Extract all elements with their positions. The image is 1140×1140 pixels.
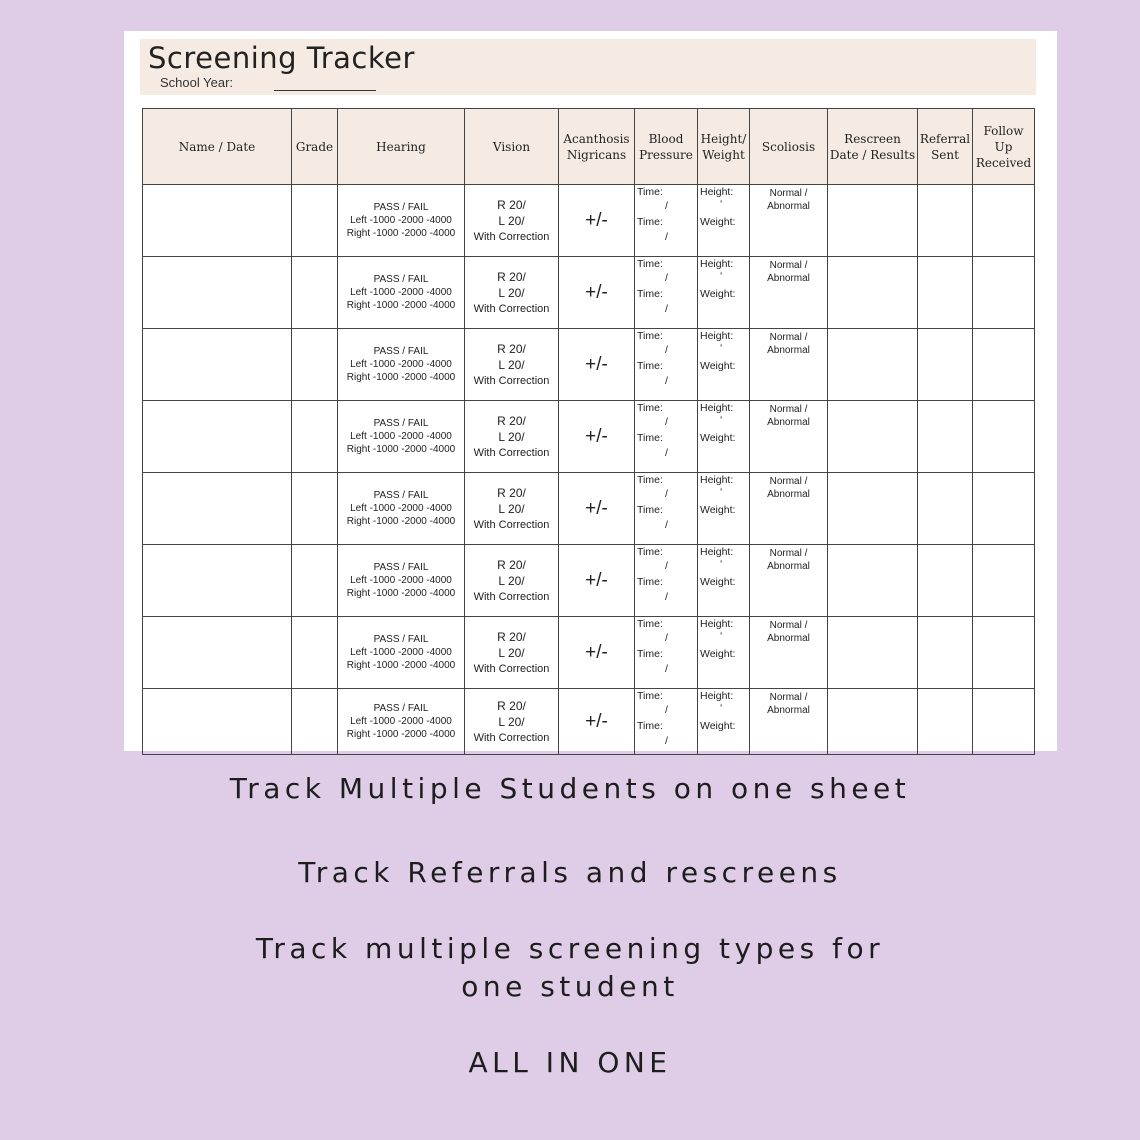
vision-right: R 20/ <box>497 485 526 500</box>
vision-correction: With Correction <box>473 518 550 531</box>
bp-slash: / <box>665 272 668 284</box>
hearing-pass-fail: PASS / FAIL <box>373 202 429 213</box>
weight-label: Weight: <box>700 504 736 516</box>
bp-slash: / <box>665 560 668 572</box>
referral-cell[interactable] <box>918 545 973 617</box>
vision-correction: With Correction <box>473 662 550 675</box>
grade-cell[interactable] <box>292 689 338 755</box>
referral-cell[interactable] <box>918 401 973 473</box>
height-mark: ‘ <box>720 558 723 570</box>
table-row <box>143 545 1035 617</box>
grade-cell[interactable] <box>292 329 338 401</box>
vision-cell <box>465 329 559 401</box>
bp-time-label: Time: <box>637 186 663 198</box>
referral-cell[interactable] <box>918 689 973 755</box>
table-row <box>143 617 1035 689</box>
scoliosis-abnormal: Abnormal <box>767 273 810 284</box>
acanthosis-cell: +/- <box>559 329 635 401</box>
scoliosis-cell <box>750 617 828 689</box>
name-date-cell[interactable] <box>143 617 292 689</box>
height-label: Height: <box>700 474 734 486</box>
header-scoliosis: Scoliosis <box>750 109 828 185</box>
vision-correction: With Correction <box>473 446 550 459</box>
follow-up-cell[interactable] <box>973 257 1035 329</box>
referral-cell[interactable] <box>918 185 973 257</box>
hearing-left: Left -1000 -2000 -4000 <box>350 359 452 370</box>
vision-right: R 20/ <box>497 698 526 713</box>
vision-left: L 20/ <box>498 645 525 660</box>
scoliosis-abnormal: Abnormal <box>767 345 810 356</box>
bp-time-label: Time: <box>637 402 663 414</box>
height-weight-cell <box>698 329 750 401</box>
bp-slash: / <box>665 416 668 428</box>
hearing-cell <box>338 257 465 329</box>
follow-up-cell[interactable] <box>973 401 1035 473</box>
weight-label: Weight: <box>700 648 736 660</box>
tagline-multiple-students: Track Multiple Students on one sheet <box>229 772 911 805</box>
vision-right: R 20/ <box>497 557 526 572</box>
height-label: Height: <box>700 402 734 414</box>
bp-slash: / <box>665 488 668 500</box>
hearing-pass-fail: PASS / FAIL <box>373 346 429 357</box>
follow-up-cell[interactable] <box>973 329 1035 401</box>
vision-left: L 20/ <box>498 429 525 444</box>
rescreen-cell[interactable] <box>828 545 918 617</box>
rescreen-cell[interactable] <box>828 257 918 329</box>
screening-table <box>142 108 1035 755</box>
height-weight-cell <box>698 473 750 545</box>
scoliosis-cell <box>750 473 828 545</box>
bp-slash: / <box>665 632 668 644</box>
height-mark: ‘ <box>720 198 723 210</box>
header-blood-pressure: Blood Pressure <box>635 109 698 185</box>
scoliosis-normal: Normal / <box>769 260 808 271</box>
rescreen-cell[interactable] <box>828 689 918 755</box>
header-height-weight: Height/ Weight <box>698 109 750 185</box>
weight-label: Weight: <box>700 432 736 444</box>
blood-pressure-cell <box>635 329 698 401</box>
height-label: Height: <box>700 690 734 702</box>
table-row <box>143 257 1035 329</box>
scoliosis-cell <box>750 185 828 257</box>
vision-cell <box>465 689 559 755</box>
weight-label: Weight: <box>700 576 736 588</box>
height-mark: ‘ <box>720 270 723 282</box>
name-date-cell[interactable] <box>143 473 292 545</box>
scoliosis-cell <box>750 545 828 617</box>
height-weight-cell <box>698 185 750 257</box>
rescreen-cell[interactable] <box>828 401 918 473</box>
bp-time-label: Time: <box>637 648 663 660</box>
bp-time-label: Time: <box>637 576 663 588</box>
blood-pressure-cell <box>635 617 698 689</box>
bp-slash: / <box>665 200 668 212</box>
hearing-cell <box>338 473 465 545</box>
scoliosis-abnormal: Abnormal <box>767 417 810 428</box>
title-bar <box>140 39 1036 95</box>
hearing-pass-fail: PASS / FAIL <box>373 490 429 501</box>
bp-time-label: Time: <box>637 432 663 444</box>
vision-correction: With Correction <box>473 374 550 387</box>
hearing-right: Right -1000 -2000 -4000 <box>346 372 456 383</box>
table-row <box>143 401 1035 473</box>
scoliosis-abnormal: Abnormal <box>767 705 810 716</box>
header-rescreen: Rescreen Date / Results <box>828 109 918 185</box>
follow-up-cell[interactable] <box>973 545 1035 617</box>
bp-time-label: Time: <box>637 258 663 270</box>
header-name-date: Name / Date <box>143 109 292 185</box>
scoliosis-abnormal: Abnormal <box>767 201 810 212</box>
hearing-cell <box>338 401 465 473</box>
vision-right: R 20/ <box>497 269 526 284</box>
table-row <box>143 185 1035 257</box>
acanthosis-cell: +/- <box>559 689 635 755</box>
hearing-right: Right -1000 -2000 -4000 <box>346 516 456 527</box>
school-year-label: School Year: <box>160 75 234 90</box>
height-weight-cell <box>698 257 750 329</box>
follow-up-cell[interactable] <box>973 185 1035 257</box>
follow-up-cell[interactable] <box>973 689 1035 755</box>
scoliosis-cell <box>750 689 828 755</box>
tagline-screening-types: Track multiple screening types for <box>255 932 885 965</box>
grade-cell[interactable] <box>292 257 338 329</box>
hearing-left: Left -1000 -2000 -4000 <box>350 431 452 442</box>
bp-time-label: Time: <box>637 288 663 300</box>
screening-tracker-sheet <box>124 31 1057 751</box>
vision-correction: With Correction <box>473 302 550 315</box>
vision-left: L 20/ <box>498 213 525 228</box>
name-date-cell[interactable] <box>143 329 292 401</box>
hearing-left: Left -1000 -2000 -4000 <box>350 647 452 658</box>
tagline-all-in-one: ALL IN ONE <box>468 1046 672 1079</box>
hearing-pass-fail: PASS / FAIL <box>373 274 429 285</box>
blood-pressure-cell <box>635 545 698 617</box>
grade-cell[interactable] <box>292 473 338 545</box>
header-referral: Referral Sent <box>918 109 973 185</box>
height-mark: ‘ <box>720 414 723 426</box>
hearing-cell <box>338 617 465 689</box>
grade-cell[interactable] <box>292 401 338 473</box>
height-weight-cell <box>698 545 750 617</box>
hearing-right: Right -1000 -2000 -4000 <box>346 729 456 740</box>
vision-right: R 20/ <box>497 197 526 212</box>
name-date-cell[interactable] <box>143 689 292 755</box>
acanthosis-cell: +/- <box>559 617 635 689</box>
vision-cell <box>465 401 559 473</box>
height-mark: ‘ <box>720 702 723 714</box>
weight-label: Weight: <box>700 216 736 228</box>
hearing-right: Right -1000 -2000 -4000 <box>346 300 456 311</box>
bp-time-label: Time: <box>637 216 663 228</box>
bp-slash: / <box>665 663 668 675</box>
weight-label: Weight: <box>700 288 736 300</box>
follow-up-cell[interactable] <box>973 473 1035 545</box>
height-label: Height: <box>700 546 734 558</box>
hearing-right: Right -1000 -2000 -4000 <box>346 660 456 671</box>
referral-cell[interactable] <box>918 257 973 329</box>
hearing-right: Right -1000 -2000 -4000 <box>346 444 456 455</box>
grade-cell[interactable] <box>292 185 338 257</box>
vision-correction: With Correction <box>473 731 550 744</box>
sheet-title: Screening Tracker <box>148 41 415 75</box>
blood-pressure-cell <box>635 473 698 545</box>
blood-pressure-cell <box>635 257 698 329</box>
referral-cell[interactable] <box>918 473 973 545</box>
scoliosis-cell <box>750 401 828 473</box>
height-mark: ‘ <box>720 486 723 498</box>
bp-time-label: Time: <box>637 504 663 516</box>
name-date-cell[interactable] <box>143 257 292 329</box>
bp-slash: / <box>665 303 668 315</box>
table-row <box>143 689 1035 755</box>
bp-time-label: Time: <box>637 618 663 630</box>
scoliosis-normal: Normal / <box>769 404 808 415</box>
bp-slash: / <box>665 704 668 716</box>
hearing-left: Left -1000 -2000 -4000 <box>350 575 452 586</box>
scoliosis-abnormal: Abnormal <box>767 561 810 572</box>
vision-left: L 20/ <box>498 501 525 516</box>
vision-right: R 20/ <box>497 413 526 428</box>
hearing-cell <box>338 185 465 257</box>
header-acanthosis: Acanthosis Nigricans <box>559 109 635 185</box>
table-row <box>143 329 1035 401</box>
header-row <box>143 109 1035 185</box>
bp-slash: / <box>665 735 668 747</box>
acanthosis-cell: +/- <box>559 401 635 473</box>
header-vision: Vision <box>465 109 559 185</box>
tagline-one-student: one student <box>461 970 679 1003</box>
weight-label: Weight: <box>700 720 736 732</box>
bp-slash: / <box>665 519 668 531</box>
scoliosis-normal: Normal / <box>769 692 808 703</box>
vision-cell <box>465 545 559 617</box>
name-date-cell[interactable] <box>143 401 292 473</box>
hearing-cell <box>338 545 465 617</box>
scoliosis-normal: Normal / <box>769 476 808 487</box>
name-date-cell[interactable] <box>143 185 292 257</box>
grade-cell[interactable] <box>292 545 338 617</box>
height-weight-cell <box>698 689 750 755</box>
hearing-cell <box>338 689 465 755</box>
vision-right: R 20/ <box>497 629 526 644</box>
hearing-right: Right -1000 -2000 -4000 <box>346 228 456 239</box>
vision-left: L 20/ <box>498 714 525 729</box>
vision-correction: With Correction <box>473 230 550 243</box>
height-mark: ‘ <box>720 630 723 642</box>
scoliosis-normal: Normal / <box>769 332 808 343</box>
bp-time-label: Time: <box>637 546 663 558</box>
acanthosis-cell: +/- <box>559 257 635 329</box>
height-mark: ‘ <box>720 342 723 354</box>
bp-slash: / <box>665 344 668 356</box>
hearing-right: Right -1000 -2000 -4000 <box>346 588 456 599</box>
acanthosis-cell: +/- <box>559 473 635 545</box>
acanthosis-cell: +/- <box>559 185 635 257</box>
scoliosis-normal: Normal / <box>769 620 808 631</box>
scoliosis-abnormal: Abnormal <box>767 633 810 644</box>
height-weight-cell <box>698 617 750 689</box>
vision-cell <box>465 473 559 545</box>
vision-left: L 20/ <box>498 573 525 588</box>
referral-cell[interactable] <box>918 329 973 401</box>
hearing-left: Left -1000 -2000 -4000 <box>350 215 452 226</box>
height-label: Height: <box>700 618 734 630</box>
hearing-pass-fail: PASS / FAIL <box>373 562 429 573</box>
header-grade: Grade <box>292 109 338 185</box>
header-follow-up: Follow Up Received <box>973 109 1035 185</box>
bp-time-label: Time: <box>637 690 663 702</box>
vision-left: L 20/ <box>498 285 525 300</box>
bp-slash: / <box>665 231 668 243</box>
bp-time-label: Time: <box>637 474 663 486</box>
weight-label: Weight: <box>700 360 736 372</box>
hearing-left: Left -1000 -2000 -4000 <box>350 287 452 298</box>
bp-time-label: Time: <box>637 720 663 732</box>
hearing-left: Left -1000 -2000 -4000 <box>350 503 452 514</box>
scoliosis-cell <box>750 257 828 329</box>
hearing-pass-fail: PASS / FAIL <box>373 634 429 645</box>
hearing-pass-fail: PASS / FAIL <box>373 418 429 429</box>
scoliosis-normal: Normal / <box>769 188 808 199</box>
height-label: Height: <box>700 258 734 270</box>
vision-cell <box>465 257 559 329</box>
vision-right: R 20/ <box>497 341 526 356</box>
vision-correction: With Correction <box>473 590 550 603</box>
height-label: Height: <box>700 186 734 198</box>
vision-cell <box>465 617 559 689</box>
referral-cell[interactable] <box>918 617 973 689</box>
rescreen-cell[interactable] <box>828 617 918 689</box>
rescreen-cell[interactable] <box>828 329 918 401</box>
table-row <box>143 473 1035 545</box>
rescreen-cell[interactable] <box>828 473 918 545</box>
height-label: Height: <box>700 330 734 342</box>
acanthosis-cell: +/- <box>559 545 635 617</box>
blood-pressure-cell <box>635 185 698 257</box>
height-weight-cell <box>698 401 750 473</box>
hearing-cell <box>338 329 465 401</box>
hearing-pass-fail: PASS / FAIL <box>373 703 429 714</box>
bp-slash: / <box>665 591 668 603</box>
follow-up-cell[interactable] <box>973 617 1035 689</box>
bp-slash: / <box>665 447 668 459</box>
scoliosis-cell <box>750 329 828 401</box>
header-hearing: Hearing <box>338 109 465 185</box>
rescreen-cell[interactable] <box>828 185 918 257</box>
bp-slash: / <box>665 375 668 387</box>
hearing-left: Left -1000 -2000 -4000 <box>350 716 452 727</box>
bp-time-label: Time: <box>637 330 663 342</box>
tagline-referrals: Track Referrals and rescreens <box>298 856 842 889</box>
vision-cell <box>465 185 559 257</box>
grade-cell[interactable] <box>292 617 338 689</box>
scoliosis-normal: Normal / <box>769 548 808 559</box>
name-date-cell[interactable] <box>143 545 292 617</box>
bp-time-label: Time: <box>637 360 663 372</box>
blood-pressure-cell <box>635 689 698 755</box>
vision-left: L 20/ <box>498 357 525 372</box>
school-year-blank-line <box>274 90 376 91</box>
scoliosis-abnormal: Abnormal <box>767 489 810 500</box>
blood-pressure-cell <box>635 401 698 473</box>
